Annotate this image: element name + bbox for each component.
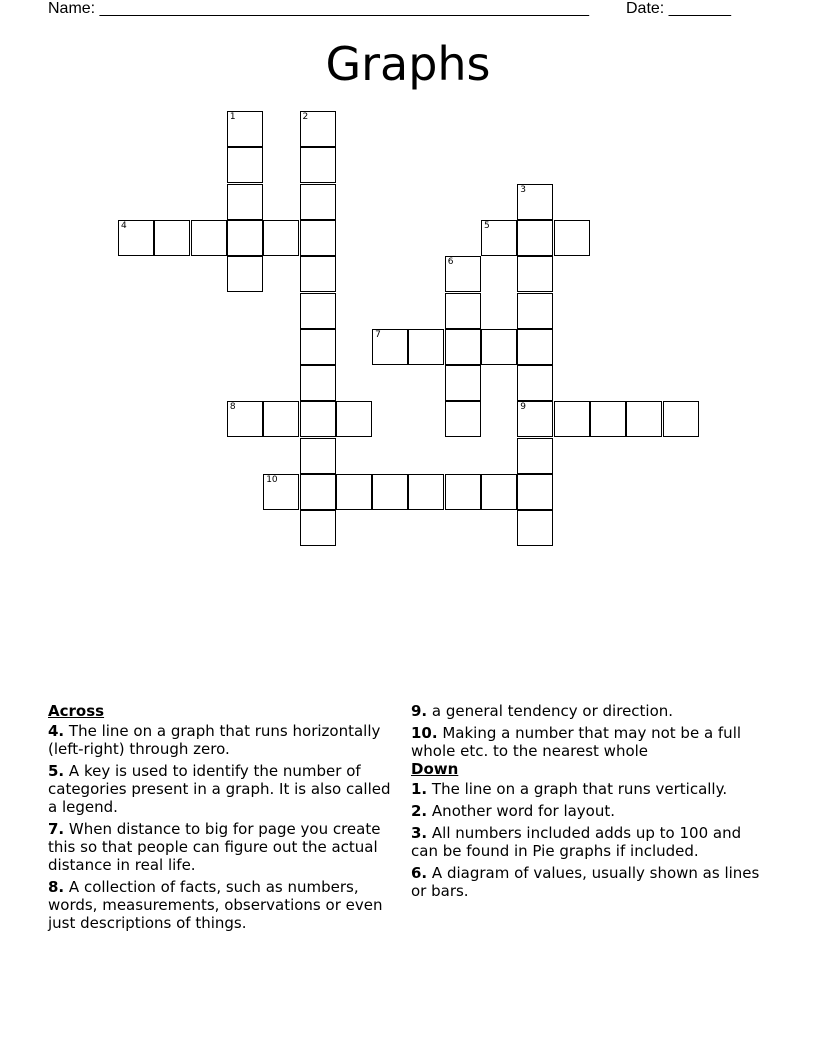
clue-down-3 xyxy=(411,824,771,860)
clue-across-4 xyxy=(48,722,393,758)
crossword-cell[interactable] xyxy=(336,401,372,437)
crossword-cell[interactable] xyxy=(517,256,553,292)
crossword-cell[interactable] xyxy=(517,474,553,510)
clue-text: a general tendency or direction. xyxy=(431,702,674,720)
crossword-cell[interactable] xyxy=(118,220,154,256)
cell-number: 5 xyxy=(484,220,490,231)
clue-number: 1. xyxy=(411,780,428,798)
clue-text: Another word for layout. xyxy=(431,802,616,820)
crossword-cell[interactable] xyxy=(227,111,263,147)
cell-number: 2 xyxy=(302,112,309,122)
crossword-cell[interactable] xyxy=(300,329,336,365)
crossword-cell[interactable] xyxy=(300,510,336,546)
cell-number: 6 xyxy=(447,257,454,268)
crossword-cell[interactable] xyxy=(517,365,553,401)
clue-text: A diagram of values, usually shown as lines or bars. xyxy=(411,864,760,900)
clue-down-2 xyxy=(411,802,771,820)
crossword-cell[interactable] xyxy=(517,220,553,256)
crossword-cell[interactable] xyxy=(445,401,481,437)
crossword-cell[interactable] xyxy=(336,474,372,510)
crossword-cell[interactable] xyxy=(445,293,481,329)
crossword-cell[interactable] xyxy=(445,365,481,401)
clue-number: 3. xyxy=(411,824,428,842)
cell-number: 3 xyxy=(520,184,527,195)
across-heading: Across xyxy=(48,702,105,720)
clue-across-10 xyxy=(411,724,771,760)
crossword-cell[interactable] xyxy=(300,365,336,401)
name-field-label[interactable]: Name: _______________________________________________________ xyxy=(48,0,589,17)
crossword-cell[interactable] xyxy=(300,147,336,183)
crossword-cell[interactable] xyxy=(300,220,336,256)
crossword-cell[interactable] xyxy=(626,401,662,437)
clue-down-6 xyxy=(411,864,771,900)
crossword-cell[interactable] xyxy=(663,401,699,437)
cell-number: 7 xyxy=(375,329,381,340)
crossword-cell[interactable] xyxy=(372,474,408,510)
crossword-cell[interactable] xyxy=(154,220,190,256)
clue-number: 6. xyxy=(411,864,428,882)
date-field-label[interactable]: Date: _______ xyxy=(626,0,731,17)
clue-text: The line on a graph that runs vertically. xyxy=(431,780,728,798)
clue-text: All numbers included adds up to 100 and can be found in Pie graphs if included. xyxy=(411,824,742,860)
crossword-cell[interactable] xyxy=(481,474,517,510)
clue-number: 10. xyxy=(411,724,438,742)
clue-across-5 xyxy=(48,762,393,816)
crossword-cell[interactable] xyxy=(517,293,553,329)
clue-number: 8. xyxy=(48,878,65,896)
crossword-cell[interactable] xyxy=(445,474,481,510)
clue-text: When distance to big for page you create this so that people can figure out the actual distance in real life. xyxy=(48,820,381,874)
crossword-cell[interactable] xyxy=(300,474,336,510)
crossword-cell[interactable] xyxy=(554,401,590,437)
clue-text: The line on a graph that runs horizontally (left-right) through zero. xyxy=(48,722,381,758)
crossword-cell[interactable] xyxy=(227,256,263,292)
crossword-cell[interactable] xyxy=(517,510,553,546)
crossword-cell[interactable] xyxy=(554,220,590,256)
crossword-cell[interactable] xyxy=(517,438,553,474)
crossword-cell[interactable] xyxy=(445,256,481,292)
clues-column-right xyxy=(411,702,771,904)
page-title: Graphs xyxy=(325,37,491,91)
clue-across-7 xyxy=(48,820,393,874)
crossword-cell[interactable] xyxy=(263,474,299,510)
clue-across-8 xyxy=(48,878,393,932)
crossword-cell[interactable] xyxy=(227,401,263,437)
clue-number: 4. xyxy=(48,722,65,740)
cell-number: 8 xyxy=(229,402,236,413)
crossword-cell[interactable] xyxy=(481,329,517,365)
clue-text: Making a number that may not be a full whole etc. to the nearest whole xyxy=(411,724,742,760)
crossword-cell[interactable] xyxy=(445,329,481,365)
crossword-cell[interactable] xyxy=(300,438,336,474)
crossword-cell[interactable] xyxy=(517,401,553,437)
crossword-cell[interactable] xyxy=(408,329,444,365)
crossword-cell[interactable] xyxy=(408,474,444,510)
crossword-cell[interactable] xyxy=(300,111,336,147)
crossword-cell[interactable] xyxy=(481,220,517,256)
crossword-cell[interactable] xyxy=(300,293,336,329)
clue-number: 5. xyxy=(48,762,65,780)
crossword-cell[interactable] xyxy=(191,220,227,256)
crossword-cell[interactable] xyxy=(227,147,263,183)
crossword-cell[interactable] xyxy=(300,256,336,292)
clue-number: 2. xyxy=(411,802,428,820)
cell-number: 10 xyxy=(266,475,278,485)
crossword-cell[interactable] xyxy=(517,329,553,365)
cell-number: 9 xyxy=(520,402,527,413)
crossword-cell[interactable] xyxy=(227,184,263,220)
crossword-cell[interactable] xyxy=(300,401,336,437)
clue-number: 9. xyxy=(411,702,428,720)
clues-column-left xyxy=(48,702,393,936)
cell-number: 1 xyxy=(229,112,236,122)
crossword-cell[interactable] xyxy=(263,220,299,256)
crossword-cell[interactable] xyxy=(227,220,263,256)
crossword-cell[interactable] xyxy=(590,401,626,437)
cell-number: 4 xyxy=(121,220,127,231)
clue-across-9 xyxy=(411,702,771,720)
clue-text: A collection of facts, such as numbers, words, measurements, observations or even just descriptions of things. xyxy=(48,878,383,932)
clue-text: A key is used to identify the number of categories present in a graph. It is also called a legend. xyxy=(48,762,391,816)
crossword-cell[interactable] xyxy=(372,329,408,365)
crossword-cell[interactable] xyxy=(300,184,336,220)
down-heading: Down xyxy=(411,760,459,778)
crossword-cell[interactable] xyxy=(263,401,299,437)
clue-number: 7. xyxy=(48,820,65,838)
clue-down-1 xyxy=(411,780,771,798)
crossword-cell[interactable] xyxy=(517,184,553,220)
